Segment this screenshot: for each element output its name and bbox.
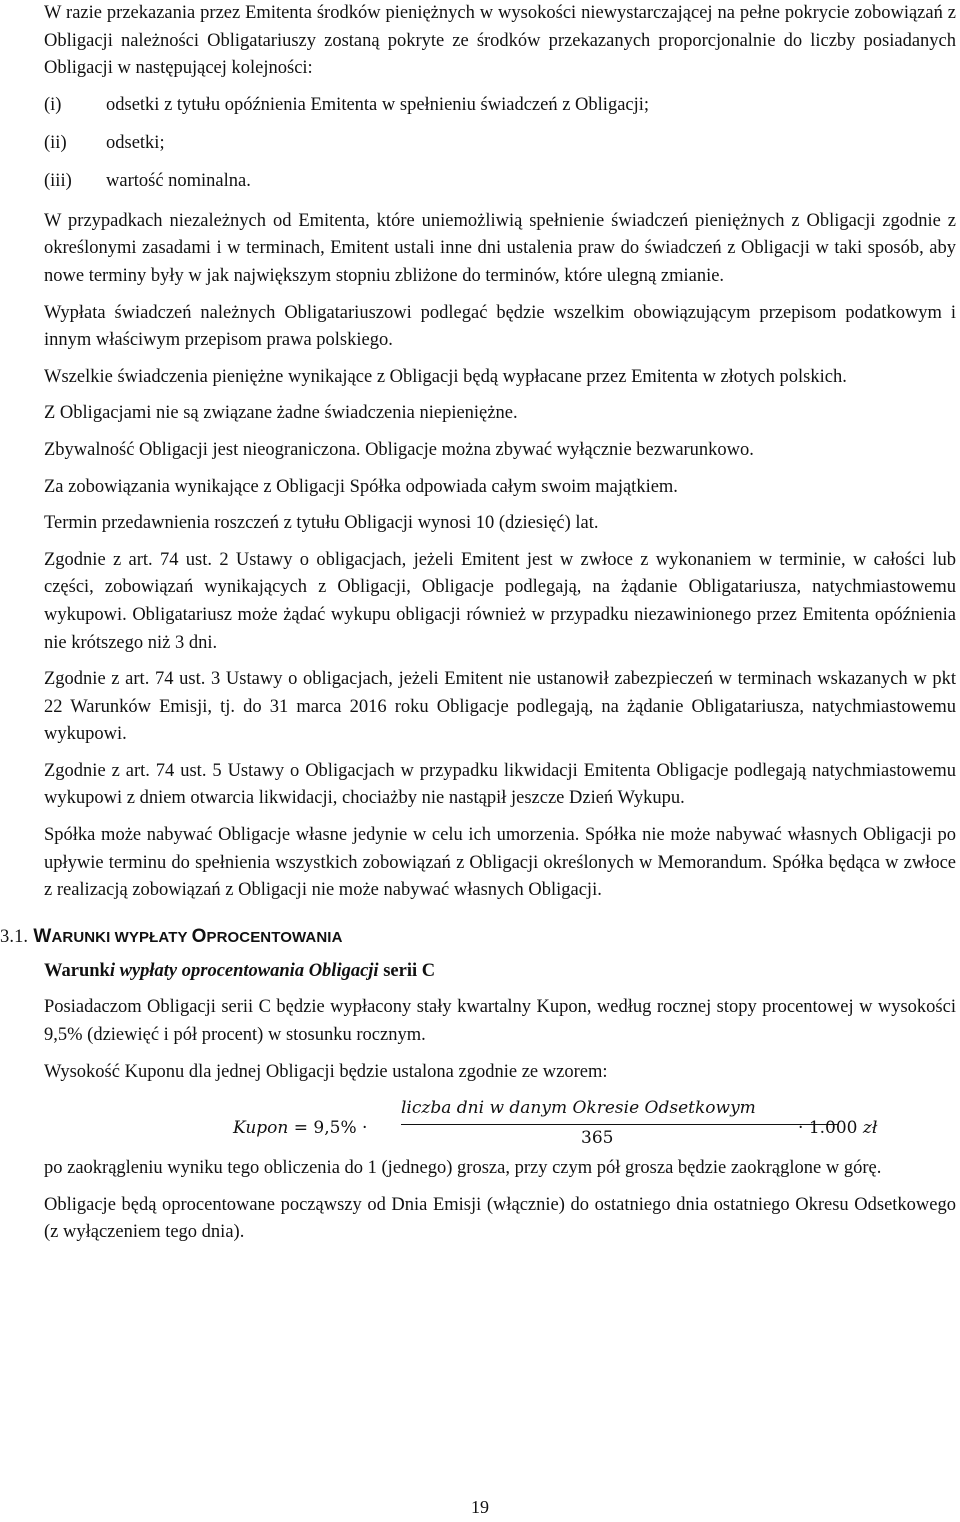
- list-number: (iii): [44, 170, 72, 191]
- list-item: [44, 168, 956, 200]
- section-title-part: WYPŁATY: [114, 928, 192, 946]
- subheading-part: i wypłaty oprocentowania Obligacji: [109, 960, 379, 981]
- paragraph: Zgodnie z art. 74 ust. 5 Ustawy o Obligacjach w przypadku likwidacji Emitenta Obligacje podlegają natychmiastowemu wykupowi z dniem otwarcia likwidacji, chociażby nie nastąpił jeszcze Dzień Wykupu.: [44, 760, 956, 809]
- fraction-bar: [401, 1124, 838, 1125]
- paragraph: Z Obligacjami nie są związane żadne świadczenia niepieniężne.: [44, 403, 518, 424]
- paragraph: Wszelkie świadczenia pieniężne wynikające z Obligacji będą wypłacane przez Emitenta w złotych polskich.: [44, 366, 847, 387]
- list-item: [44, 130, 956, 168]
- formula-numerator: liczba dni w danym Okresie Odsetkowym: [401, 1098, 756, 1119]
- section-heading: [0, 922, 956, 952]
- subheading-part: serii C: [378, 960, 436, 981]
- section-number: 3.1.: [0, 926, 29, 947]
- paragraph: Spółka może nabywać Obligacje własne jedynie w celu ich umorzenia. Spółka nie może nabywać własnych Obligacji po upływie terminu do spełnienia wszystkich zobowiązań z Obligacji określonych w Memorandum. Spółka będąca w zwłoce z realizacją zobowiązań z Obligacji nie może nabywać własnych Obligacji.: [44, 825, 956, 901]
- paragraph: po zaokrągleniu wyniku tego obliczenia do 1 (jednego) grosza, przy czym pół grosza będzie zaokrąglone w górę.: [44, 1158, 882, 1179]
- paragraph: Wysokość Kuponu dla jednej Obligacji będzie ustalona zgodnie ze wzorem:: [44, 1061, 608, 1082]
- paragraph: Zgodnie z art. 74 ust. 2 Ustawy o obligacjach, jeżeli Emitent jest w zwłoce z wykonaniem w terminie, w całości lub części, zobowiązań wynikających z Obligacji, Obligacje podlegają, na żądanie Obligatariusza, natychmiastowemu wykupowi. Obligatariusz może żądać wykupu obligacji również w przypadku niezawinionego przez Emitenta opóźnienia nie krótszego niż 3 dni.: [44, 549, 956, 653]
- subheading-part: Warunk: [44, 960, 110, 981]
- paragraph: Za zobowiązania wynikające z Obligacji Spółka odpowiada całym swoim majątkiem.: [44, 476, 678, 497]
- formula-rate: 9,5% ·: [313, 1118, 368, 1139]
- list-number: (ii): [44, 132, 67, 153]
- coupon-formula: [44, 1095, 956, 1155]
- formula-left: [233, 1115, 367, 1143]
- page-number: 19: [471, 1497, 489, 1517]
- section-title-part: PROCENTOWANIA: [206, 928, 343, 946]
- list-number: (i): [44, 94, 62, 115]
- section-title-part: O: [191, 925, 207, 947]
- section-title-part: ARUNKI: [51, 928, 115, 946]
- formula-lhs: Kupon =: [233, 1118, 308, 1139]
- list-item: [44, 92, 956, 130]
- paragraph: Obligacje będą oprocentowane począwszy od Dnia Emisji (włącznie) do ostatniego dnia ostatniego Okresu Odsetkowego (z wyłączeniem tego dnia).: [44, 1194, 956, 1243]
- paragraph: W razie przekazania przez Emitenta środków pieniężnych w wysokości niewystarczającej na pełne pokrycie zobowiązań z Obligacji należności Obligatariuszy zostaną pokryte ze środków przekazanych proporcjonalnie do liczby posiadanych Obligacji w następującej kolejności:: [44, 3, 956, 79]
- formula-right: [798, 1115, 877, 1143]
- paragraph: Termin przedawnienia roszczeń z tytułu Obligacji wynosi 10 (dziesięć) lat.: [44, 513, 599, 534]
- list-text: odsetki;: [106, 132, 165, 153]
- formula-currency: zł: [862, 1118, 878, 1139]
- paragraph: W przypadkach niezależnych od Emitenta, które uniemożliwią spełnienie świadczeń pieniężnych z Obligacji zgodnie z określonymi zasadami i w terminach, Emitent ustali inne dni ustalenia praw do świadczeń z Obligacji w taki sposób, aby nowe terminy były w jak największym stopniu zbliżone do terminów, które ulegną zmianie.: [44, 210, 956, 286]
- paragraph: Posiadaczom Obligacji serii C będzie wypłacony stały kwartalny Kupon, według rocznej stopy procentowej w wysokości 9,5% (dziewięć i pół procent) w stosunku rocznym.: [44, 997, 956, 1046]
- priority-list: [44, 92, 956, 200]
- formula-denominator: 365: [581, 1128, 614, 1149]
- paragraph: Wypłata świadczeń należnych Obligatariuszowi podlegać będzie wszelkim obowiązującym przepisom podatkowym i innym właściwym przepisom prawa polskiego.: [44, 302, 956, 351]
- list-text: wartość nominalna.: [106, 170, 251, 191]
- subheading: [44, 958, 956, 986]
- paragraph: Zgodnie z art. 74 ust. 3 Ustawy o obligacjach, jeżeli Emitent nie ustanowił zabezpieczeń w terminach wskazanych w pkt 22 Warunków Emisji, tj. do 31 marca 2016 roku Obligacje podlegają, na żądanie Obligatariusza, natychmiastowemu wykupowi.: [44, 669, 956, 745]
- list-text: odsetki z tytułu opóźnienia Emitenta w spełnieniu świadczeń z Obligacji;: [106, 94, 650, 115]
- section-heading-row: [0, 914, 956, 952]
- section-title-part: W: [33, 925, 52, 947]
- paragraph: Zbywalność Obligacji jest nieograniczona. Obligacje można zbywać wyłącznie bezwarunkowo.: [44, 439, 754, 460]
- formula-amount: 1.000: [808, 1118, 858, 1139]
- formula-dot: ·: [798, 1118, 804, 1139]
